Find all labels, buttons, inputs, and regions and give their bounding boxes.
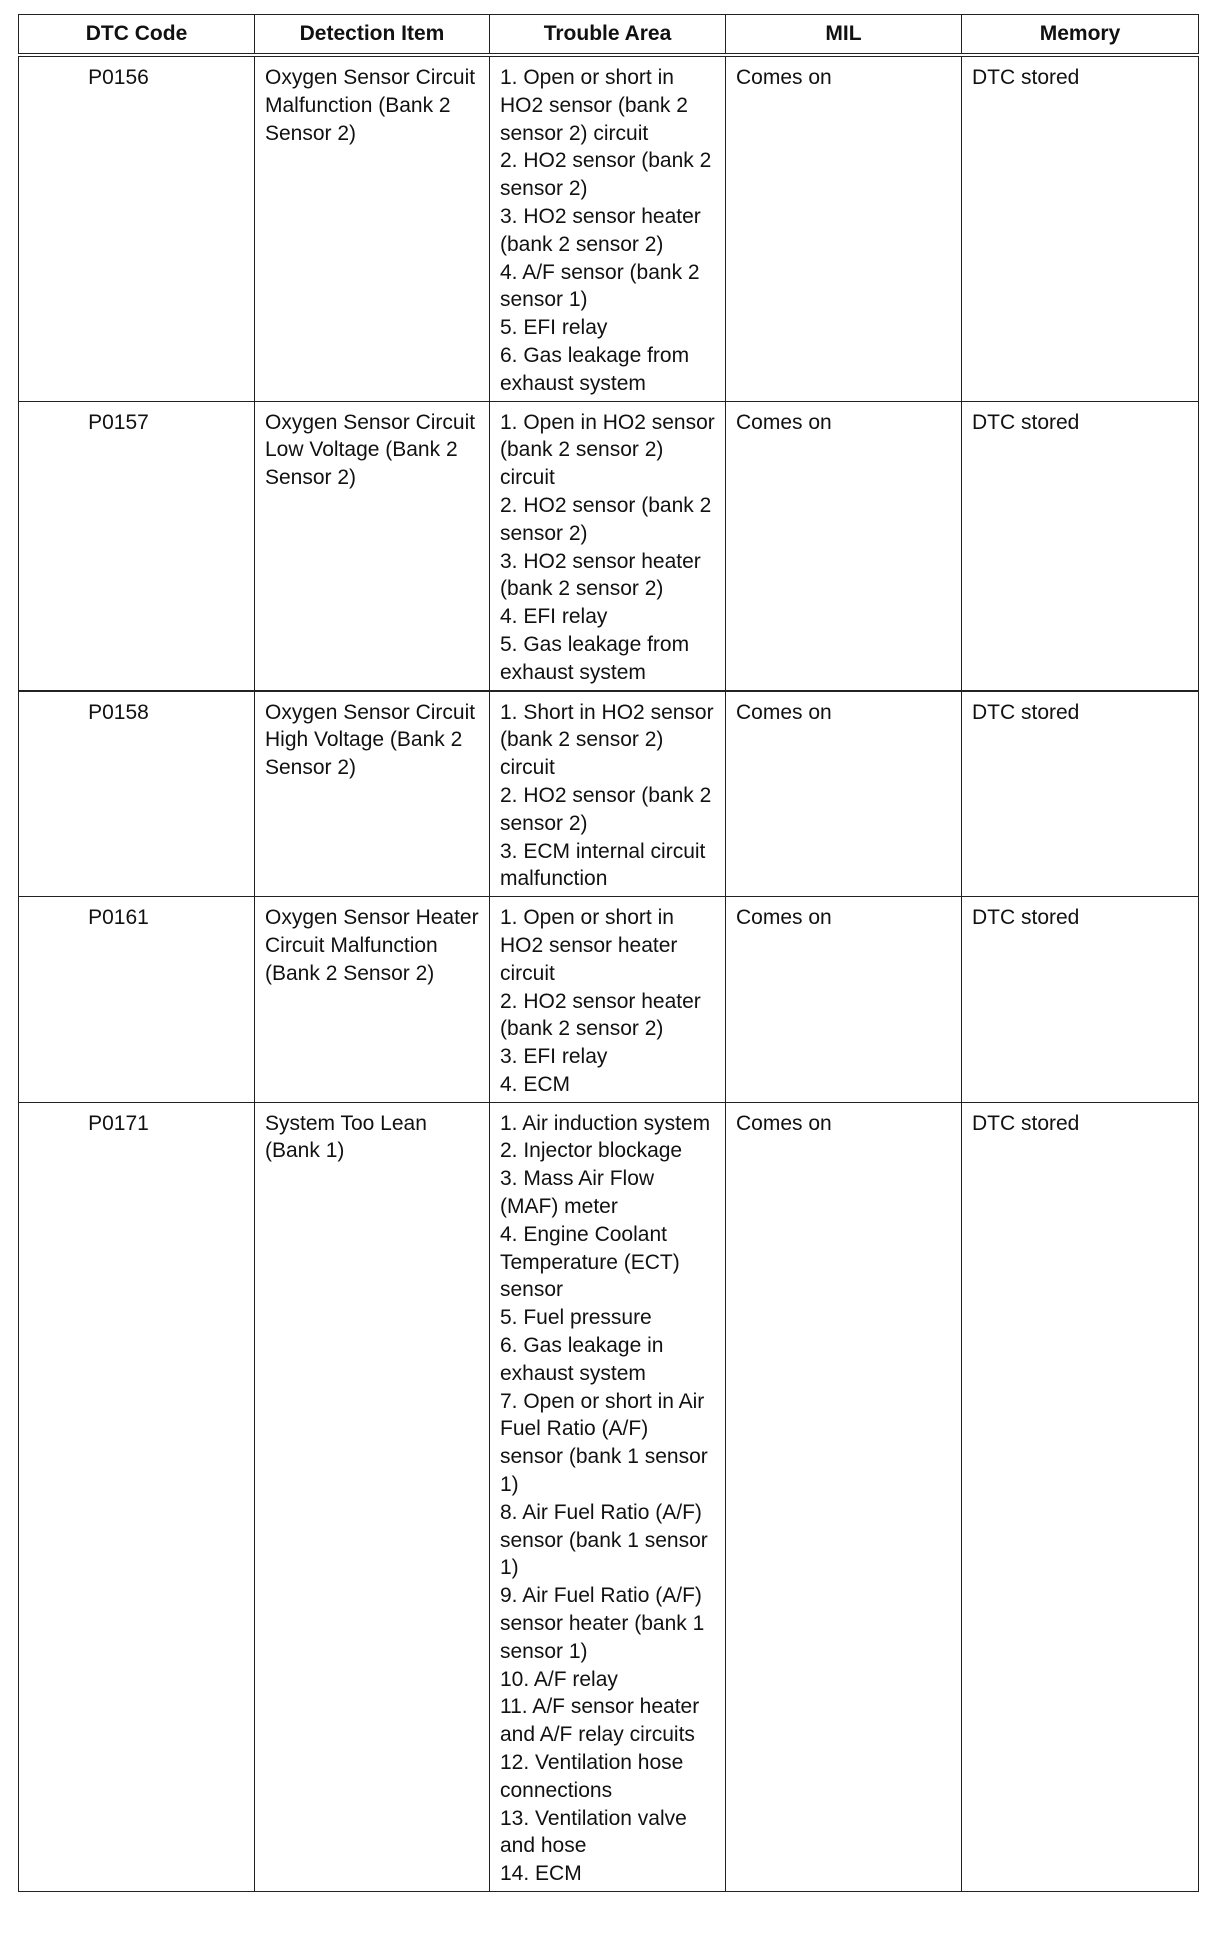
- table-row: [19, 897, 1199, 1103]
- dtc-code-cell: P0158: [19, 691, 255, 897]
- trouble-area-item: 5. EFI relay: [500, 316, 608, 340]
- trouble-area-cell: [490, 691, 726, 897]
- trouble-area-cell: [490, 897, 726, 1103]
- trouble-area-item: 12. Ventilation hose connections: [500, 1751, 684, 1802]
- mil-cell: Comes on: [726, 1102, 962, 1891]
- trouble-area-item: 4. Engine Coolant Temperature (ECT) sensor: [500, 1222, 680, 1302]
- trouble-area-item: 3. ECM internal circuit malfunction: [500, 839, 706, 891]
- table-row: [19, 401, 1199, 690]
- trouble-area-item: 1. Air induction system: [500, 1111, 711, 1135]
- trouble-area-item: 1. Open or short in HO2 sensor (bank 2 sensor 2) circuit: [500, 66, 688, 145]
- trouble-area-item: 10. A/F relay: [500, 1667, 618, 1691]
- header-mil: MIL: [726, 15, 962, 56]
- detection-item-cell: Oxygen Sensor Circuit High Voltage (Bank 2 Sensor 2): [255, 691, 490, 897]
- header-trouble-area: Trouble Area: [490, 15, 726, 56]
- trouble-area-item: 5. Fuel pressure: [500, 1306, 652, 1330]
- detection-item-cell: Oxygen Sensor Circuit Low Voltage (Bank 2 Sensor 2): [255, 401, 490, 690]
- mil-cell: Comes on: [726, 55, 962, 401]
- trouble-area-item: 3. HO2 sensor heater (bank 2 sensor 2): [500, 549, 701, 601]
- trouble-area-cell: [490, 55, 726, 401]
- table-header-row: [19, 15, 1199, 56]
- dtc-code-cell: P0171: [19, 1102, 255, 1891]
- mil-cell: Comes on: [726, 897, 962, 1103]
- trouble-area-item: 3. EFI relay: [500, 1045, 608, 1069]
- mil-cell: Comes on: [726, 691, 962, 897]
- trouble-area-item: 2. HO2 sensor (bank 2 sensor 2): [500, 783, 712, 835]
- trouble-area-item: 13. Ventilation valve and hose: [500, 1806, 687, 1858]
- memory-cell: DTC stored: [962, 691, 1199, 897]
- header-dtc-code: DTC Code: [19, 15, 255, 56]
- trouble-area-cell: [490, 401, 726, 690]
- memory-cell: DTC stored: [962, 401, 1199, 690]
- detection-item-cell: System Too Lean (Bank 1): [255, 1102, 490, 1891]
- trouble-area-item: 7. Open or short in Air Fuel Ratio (A/F) sensor (bank 1 sensor 1): [500, 1389, 708, 1497]
- trouble-area-item: 3. HO2 sensor heater (bank 2 sensor 2): [500, 204, 701, 256]
- trouble-area-item: 2. HO2 sensor (bank 2 sensor 2): [500, 149, 712, 201]
- trouble-area-item: 1. Short in HO2 sensor (bank 2 sensor 2) circuit: [500, 700, 714, 780]
- trouble-area-item: 1. Open or short in HO2 sensor heater circuit: [500, 906, 678, 985]
- dtc-code-cell: P0156: [19, 55, 255, 401]
- trouble-area-item: 4. A/F sensor (bank 2 sensor 1): [500, 260, 700, 312]
- table-row: [19, 1102, 1199, 1891]
- trouble-area-item: 4. EFI relay: [500, 605, 608, 629]
- trouble-area-cell: [490, 1102, 726, 1891]
- trouble-area-item: 6. Gas leakage from exhaust system: [500, 343, 690, 395]
- trouble-area-item: 1. Open in HO2 sensor (bank 2 sensor 2) circuit: [500, 410, 715, 490]
- trouble-area-item: 2. HO2 sensor (bank 2 sensor 2): [500, 493, 712, 545]
- header-memory: Memory: [962, 15, 1199, 56]
- memory-cell: DTC stored: [962, 1102, 1199, 1891]
- detection-item-cell: Oxygen Sensor Circuit Malfunction (Bank 2 Sensor 2): [255, 55, 490, 401]
- detection-item-cell: Oxygen Sensor Heater Circuit Malfunction (Bank 2 Sensor 2): [255, 897, 490, 1103]
- dtc-code-cell: P0157: [19, 401, 255, 690]
- dtc-code-cell: P0161: [19, 897, 255, 1103]
- trouble-area-item: 9. Air Fuel Ratio (A/F) sensor heater (bank 1 sensor 1): [500, 1584, 705, 1663]
- memory-cell: DTC stored: [962, 55, 1199, 401]
- trouble-area-item: 3. Mass Air Flow (MAF) meter: [500, 1167, 655, 1219]
- memory-cell: DTC stored: [962, 897, 1199, 1103]
- trouble-area-item: 14. ECM: [500, 1862, 582, 1886]
- header-detection-item: Detection Item: [255, 15, 490, 56]
- table-row: [19, 55, 1199, 401]
- mil-cell: Comes on: [726, 401, 962, 690]
- dtc-table-container: [18, 14, 1198, 1892]
- trouble-area-item: 6. Gas leakage in exhaust system: [500, 1334, 664, 1385]
- dtc-table: [18, 14, 1199, 1892]
- trouble-area-item: 4. ECM: [500, 1072, 571, 1096]
- trouble-area-item: 8. Air Fuel Ratio (A/F) sensor (bank 1 sensor 1): [500, 1500, 708, 1580]
- trouble-area-item: 2. HO2 sensor heater (bank 2 sensor 2): [500, 989, 701, 1041]
- trouble-area-item: 2. Injector blockage: [500, 1139, 683, 1163]
- trouble-area-item: 5. Gas leakage from exhaust system: [500, 632, 690, 684]
- trouble-area-item: 11. A/F sensor heater and A/F relay circuits: [500, 1695, 700, 1747]
- table-row: [19, 691, 1199, 897]
